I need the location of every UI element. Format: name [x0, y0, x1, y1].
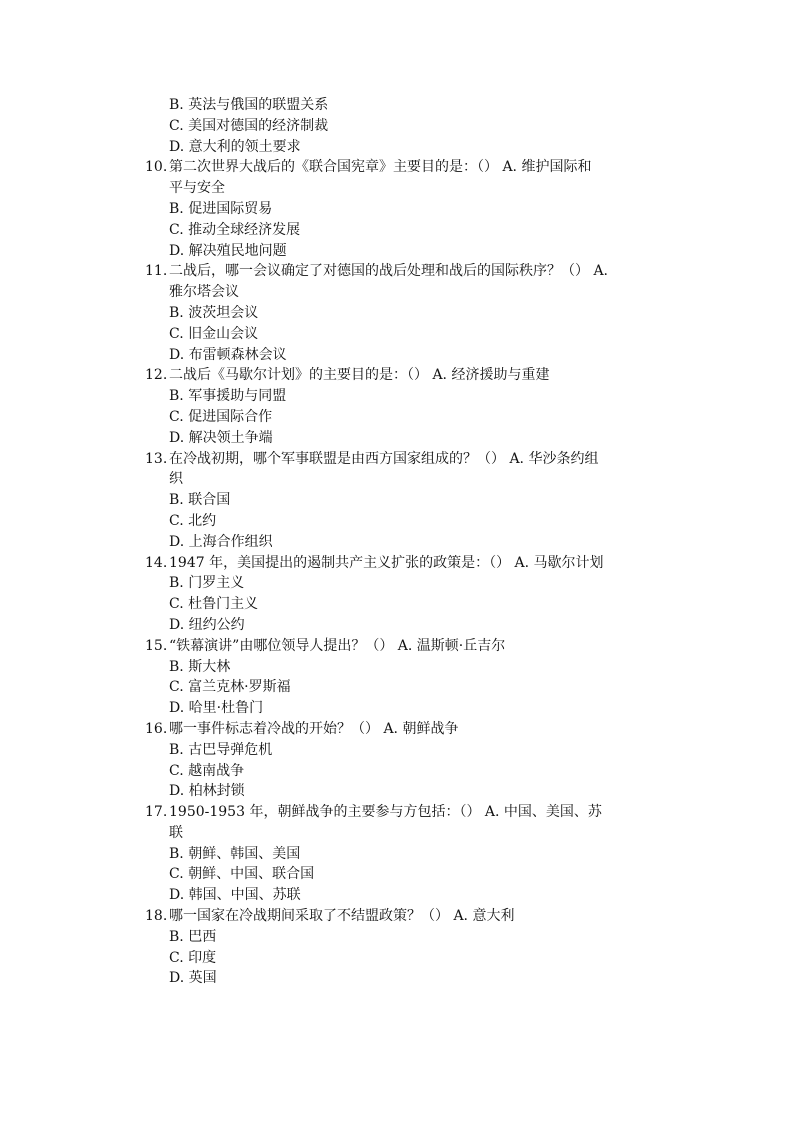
question-13-line-1 — [145, 449, 670, 470]
question-number: 12. — [145, 367, 168, 384]
option-line: C. 旧金山会议 — [169, 325, 259, 342]
option-line: C. 越南战争 — [169, 762, 245, 779]
question-10-line-2: 平与安全 — [169, 180, 225, 197]
question-11-line-2: 雅尔塔会议 — [169, 284, 239, 301]
option-line: C. 朝鲜、中国、联合国 — [169, 866, 315, 883]
question-17-line-1 — [145, 802, 670, 823]
option-line: D. 解决领土争端 — [169, 429, 273, 446]
question-text: “铁幕演讲”由哪位领导人提出？（） A. 温斯顿·丘吉尔 — [169, 637, 506, 654]
option-line: D. 英国 — [169, 970, 217, 987]
option-line: C. 美国对德国的经济制裁 — [169, 117, 329, 134]
option-line: B. 波茨坦会议 — [169, 304, 259, 321]
option-line: C. 印度 — [169, 949, 217, 966]
question-18-line-1 — [145, 906, 670, 927]
option-line: B. 巴西 — [169, 928, 217, 945]
option-line: B. 军事援助与同盟 — [169, 388, 287, 405]
option-line: D. 韩国、中国、苏联 — [169, 887, 301, 904]
option-line: D. 解决殖民地问题 — [169, 242, 287, 259]
option-line: B. 促进国际贸易 — [169, 200, 273, 217]
option-line: B. 联合国 — [169, 492, 231, 509]
question-text: 二战后《马歇尔计划》的主要目的是：（） A. 经济援助与重建 — [169, 367, 550, 384]
question-list — [145, 95, 670, 989]
option-line: B. 英法与俄国的联盟关系 — [169, 97, 329, 113]
question-text: 1947 年，美国提出的遏制共产主义扩张的政策是：（） A. 马歇尔计划 — [169, 554, 604, 571]
option-line: B. 朝鲜、韩国、美国 — [169, 845, 301, 862]
option-line: D. 布雷顿森林会议 — [169, 346, 287, 363]
question-number: 18. — [145, 908, 168, 925]
question-16-line-1 — [145, 719, 670, 740]
option-line: B. 斯大林 — [169, 658, 231, 675]
option-line: D. 意大利的领土要求 — [169, 138, 301, 155]
question-17-line-2: 联 — [169, 824, 183, 841]
question-number: 16. — [145, 720, 168, 737]
question-11-line-1 — [145, 261, 670, 282]
question-12-line-1 — [145, 365, 670, 386]
question-text: 1950-1953 年，朝鲜战争的主要参与方包括：（） A. 中国、美国、苏 — [169, 804, 602, 821]
question-text: 二战后，哪一会议确定了对德国的战后处理和战后的国际秩序？（） A. — [169, 263, 609, 280]
option-line: D. 纽约公约 — [169, 616, 245, 633]
question-text: 哪一国家在冷战期间采取了不结盟政策？（） A. 意大利 — [169, 908, 515, 925]
option-line: C. 北约 — [169, 512, 217, 529]
question-number: 10. — [145, 159, 168, 176]
option-line: D. 上海合作组织 — [169, 533, 273, 550]
option-line: C. 推动全球经济发展 — [169, 221, 301, 238]
question-text: 第二次世界大战后的《联合国宪章》主要目的是：（） A. 维护国际和 — [169, 159, 592, 176]
option-line: C. 富兰克林·罗斯福 — [169, 679, 291, 696]
question-number: 15. — [145, 637, 168, 654]
option-line: C. 杜鲁门主义 — [169, 596, 259, 613]
option-line: D. 哈里·杜鲁门 — [169, 700, 264, 717]
question-15-line-1 — [145, 636, 670, 657]
question-number: 11. — [145, 263, 168, 280]
question-text: 哪一事件标志着冷战的开始？（） A. 朝鲜战争 — [169, 720, 459, 737]
question-number: 13. — [145, 450, 168, 467]
question-number: 17. — [145, 804, 168, 821]
option-line: B. 门罗主义 — [169, 575, 245, 592]
question-number: 14. — [145, 554, 168, 571]
option-line: B. 古巴导弹危机 — [169, 741, 273, 758]
option-line: D. 柏林封锁 — [169, 783, 245, 800]
question-text: 在冷战初期，哪个军事联盟是由西方国家组成的？（） A. 华沙条约组 — [169, 450, 599, 467]
question-14-line-1 — [145, 553, 670, 574]
option-line: C. 促进国际合作 — [169, 408, 273, 425]
question-10-line-1 — [145, 157, 670, 178]
question-13-line-2: 织 — [169, 471, 183, 488]
